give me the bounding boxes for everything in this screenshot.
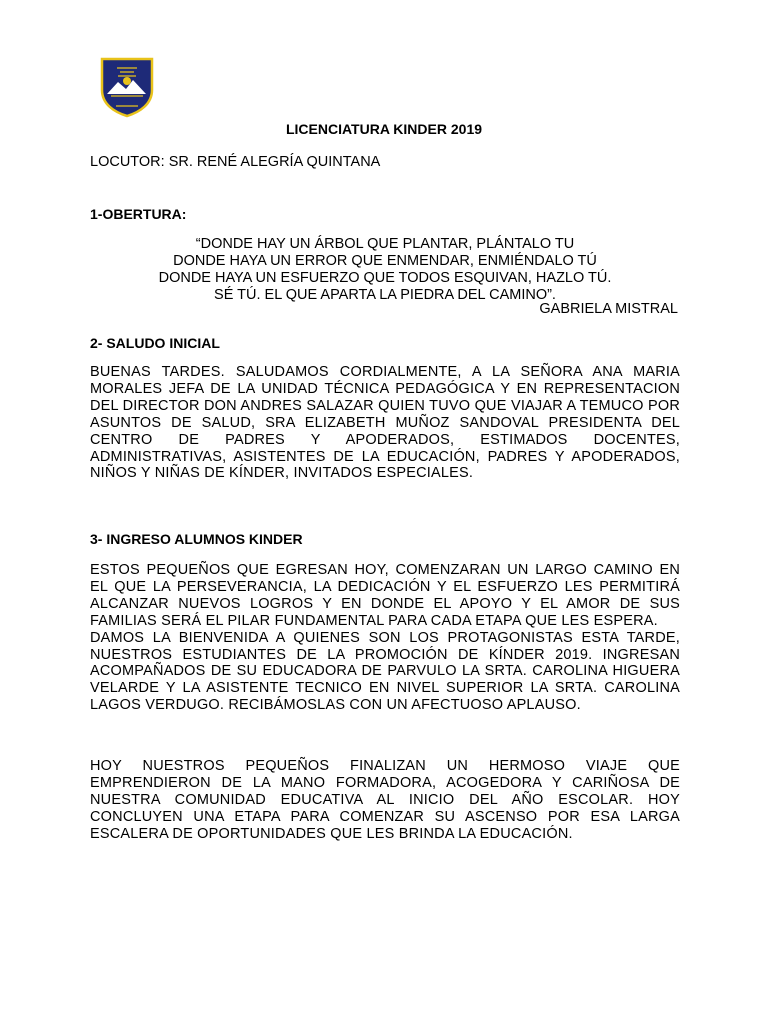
section-heading-obertura: 1-OBERTURA:	[90, 206, 187, 222]
opening-quote	[90, 236, 680, 304]
school-crest-logo	[99, 56, 155, 118]
closing-paragraph	[90, 758, 680, 843]
section-heading-ingreso: 3- INGRESO ALUMNOS KINDER	[90, 531, 303, 547]
paragraph-text: HOY NUESTROS PEQUEÑOS FINALIZAN UN HERMOSO VIAJE QUE EMPRENDIERON DE LA MANO FORMADORA, ACOGEDORA Y CARIÑOSA DE NUESTRA COMUNIDAD EDUCATIVA AL INICIO DEL AÑO ESCOLAR. HOY CONCLUYEN UNA ETAPA PARA COMENZAR SU ASCENSO POR ESA LARGA ESCALERA DE OPORTUNIDADES QUE LES BRINDA LA EDUCACIÓN.	[90, 758, 680, 842]
greeting-paragraph	[90, 364, 680, 482]
paragraph-text: DAMOS LA BIENVENIDA A QUIENES SON LOS PROTAGONISTAS ESTA TARDE, NUESTROS ESTUDIANTES DE LA PROMOCIÓN DE KÍNDER 2019. INGRESAN ACOMPAÑADOS DE SU EDUCADORA DE PARVULO LA SRTA. CAROLINA HIGUERA VELARDE Y LA ASISTENTE TECNICO EN NIVEL SUPERIOR LA SRTA. CAROLINA LAGOS VERDUGO. RECIBÁMOSLAS CON UN AFECTUOSO APLAUSO.	[90, 629, 680, 714]
document-title: LICENCIATURA KINDER 2019	[285, 121, 483, 137]
paragraph-text: BUENAS TARDES. SALUDAMOS CORDIALMENTE, A LA SEÑORA ANA MARIA MORALES JEFA DE LA UNIDAD TÉCNICA PEDAGÓGICA Y EN REPRESENTACION DEL DIRECTOR DON ANDRES SALAZAR QUIEN TUVO QUE VIAJAR A TEMUCO POR ASUNTOS DE SALUD, SRA ELIZABETH MUÑOZ SANDOVAL PRESIDENTA DEL CENTRO DE PADRES Y APODERADOS, ESTIMADOS DOCENTES, ADMINISTRATIVAS, ASISTENTES DE LA EDUCACIÓN, PADRES Y APODERADOS, NIÑOS Y NIÑAS DE KÍNDER, INVITADOS ESPECIALES.	[90, 364, 680, 482]
quote-line: DONDE HAYA UN ESFUERZO QUE TODOS ESQUIVAN, HAZLO TÚ.	[158, 270, 612, 286]
quote-line: DONDE HAYA UN ERROR QUE ENMENDAR, ENMIÉNDALO TÚ	[173, 253, 597, 269]
quote-author: GABRIELA MISTRAL	[539, 301, 678, 317]
quote-line: “DONDE HAY UN ÁRBOL QUE PLANTAR, PLÁNTALO TU	[195, 236, 575, 252]
section-heading-saludo: 2- SALUDO INICIAL	[90, 335, 220, 351]
quote-line: SÉ TÚ. EL QUE APARTA LA PIEDRA DEL CAMINO”.	[214, 287, 556, 303]
announcer-line: LOCUTOR: SR. RENÉ ALEGRÍA QUINTANA	[90, 154, 381, 170]
paragraph-text: ESTOS PEQUEÑOS QUE EGRESAN HOY, COMENZARAN UN LARGO CAMINO EN EL QUE LA PERSEVERANCIA, LA DEDICACIÓN Y EL ESFUERZO LES PERMITIRÁ ALCANZAR NUEVOS LOGROS Y EN DONDE EL APOYO Y EL AMOR DE SUS FAMILIAS SERÁ EL PILAR FUNDAMENTAL PARA CADA ETAPA QUE LES ESPERA.	[90, 562, 680, 629]
entrance-paragraphs	[90, 562, 680, 714]
